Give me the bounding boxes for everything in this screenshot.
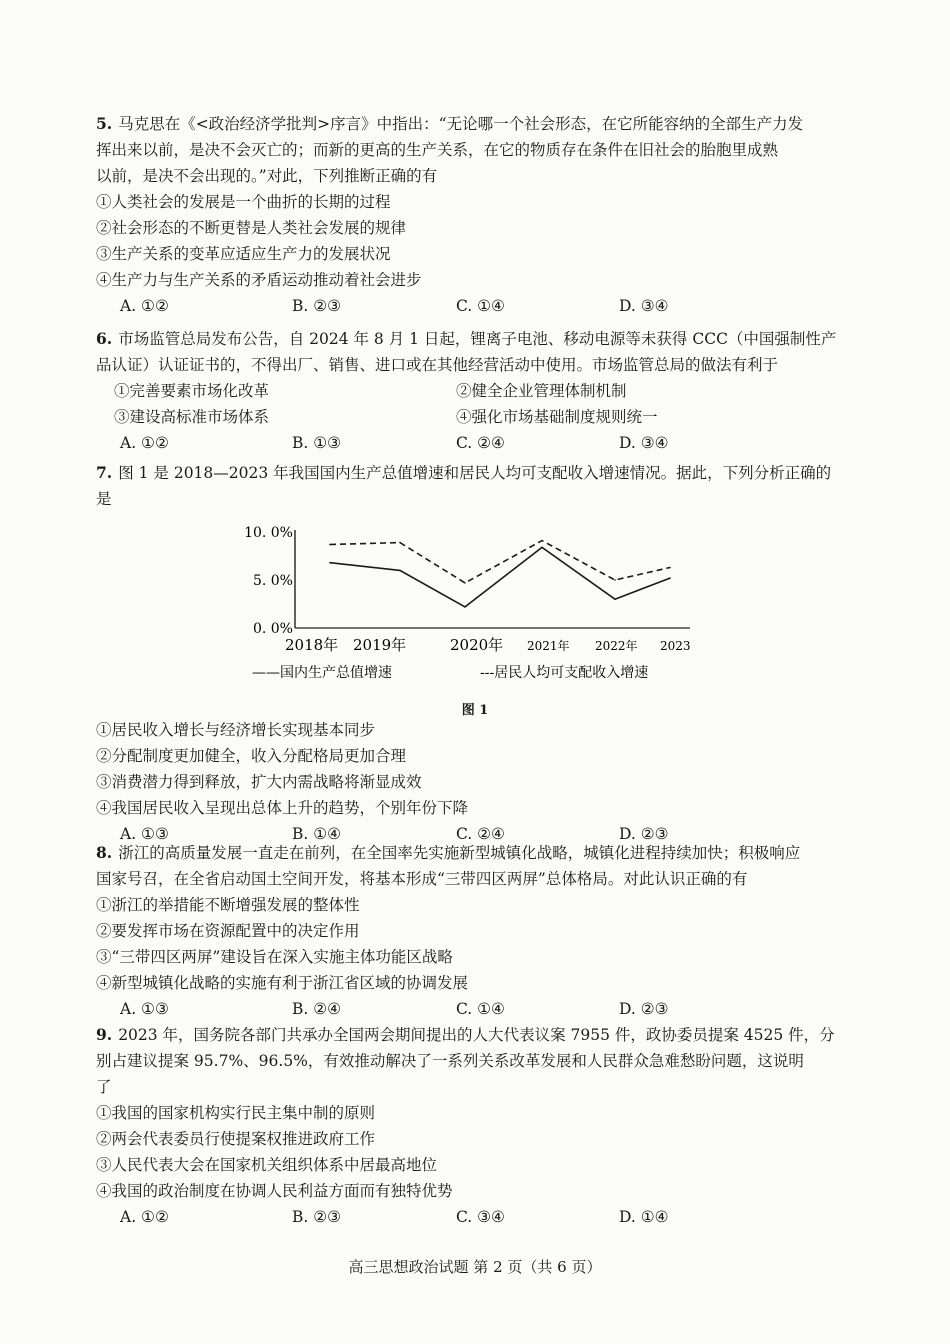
income-growth-series-line (330, 541, 670, 583)
answer-choice-d[interactable]: D. ②③ (619, 825, 669, 843)
answer-choice-d[interactable]: D. ③④ (619, 297, 669, 315)
question-5-stem: 5. 马克思在《<政治经济学批判>序言》中指出：“无论哪一个社会形态，在它所能容纳的全部生产力发 (96, 114, 804, 133)
series-point (329, 544, 331, 546)
question-9-number: 9. (96, 1025, 113, 1044)
page-footer: 高三思想政治试题 第 2 页（共 6 页） (348, 1258, 602, 1276)
figure-label: 图 1 (461, 703, 489, 718)
answer-choices (96, 293, 856, 320)
answer-choice-a[interactable]: A. ①③ (120, 1000, 169, 1018)
question-5-number: 5. (96, 114, 113, 133)
question-7-stem: 7. 图 1 是 2018—2023 年我国国内生产总值增速和居民人均可支配收入增速情况。据此，下列分析正确的 (96, 463, 832, 482)
option-line: ④新型城镇化战略的实施有利于浙江省区域的协调发展 (96, 974, 469, 992)
answer-choices (96, 1204, 856, 1231)
option-line: ②社会形态的不断更替是人类社会发展的规律 (96, 219, 407, 237)
answer-choice-c[interactable]: C. ②④ (456, 434, 505, 452)
option-line: ②分配制度更加健全，收入分配格局更加合理 (96, 747, 407, 765)
y-tick-label: 10. 0% (244, 525, 293, 541)
option-line: ③建设高标准市场体系 (114, 408, 270, 426)
option-line: ②健全企业管理体制机制 (456, 382, 627, 400)
question-7-options (96, 717, 856, 848)
series-point (614, 598, 616, 600)
option-line: ④我国的政治制度在协调人民利益方面而有独特优势 (96, 1182, 453, 1200)
series-point (399, 570, 401, 572)
series-point (329, 562, 331, 564)
legend-gdp-growth: ——国内生产总值增速 (252, 665, 392, 681)
question-6-stem: 6. 市场监管总局发布公告，自 2024 年 8 月 1 日起，锂离子电池、移动电源等未获得 CCC（中国强制性产 (96, 329, 837, 348)
option-line: ④强化市场基础制度规则统一 (456, 408, 658, 426)
y-tick-label: 5. 0% (252, 573, 293, 589)
answer-choice-b[interactable]: B. ②③ (292, 297, 342, 315)
series-point (614, 579, 616, 581)
question-7-number: 7. (96, 463, 113, 482)
answer-choice-c[interactable]: C. ②④ (456, 825, 505, 843)
option-line: ③消费潜力得到释放，扩大内需战略将渐显成效 (96, 773, 422, 791)
option-line: ②两会代表委员行使提案权推进政府工作 (96, 1130, 376, 1148)
answer-choice-c[interactable]: C. ①④ (456, 1000, 505, 1018)
answer-choice-d[interactable]: D. ③④ (619, 434, 669, 452)
option-line: ①居民收入增长与经济增长实现基本同步 (96, 721, 376, 739)
answer-choice-b[interactable]: B. ②④ (292, 1000, 342, 1018)
answer-choices (96, 430, 856, 457)
answer-choice-b[interactable]: B. ②③ (292, 1208, 342, 1226)
answer-choices (96, 996, 856, 1023)
x-tick-label: 2023 (660, 639, 691, 653)
answer-choice-d[interactable]: D. ①④ (619, 1208, 669, 1226)
question-5: 5. 马克思在《<政治经济学批判>序言》中指出：“无论哪一个社会形态，在它所能容纳的全部生产力发 挥出来以前，是决不会灭亡的；而新的更高的生产关系，在它的物质存在条件在旧社会的胎胞里成熟 以前，是决不会出现的。”对此，下列推断正确的有 ①人类社会的发展是一个曲折的长期的过程 ②社会形态的不断更替是人类社会发展的规律 ③生产关系的变革应适应生产力的发展状况 ④生产力与生产关系的矛盾运动推动着社会进步 A. ①② B. ②③ C. ①④ D. ③④ (96, 111, 856, 320)
answer-choice-a[interactable]: A. ①② (120, 297, 169, 315)
series-point (464, 606, 466, 608)
figure-1-chart (240, 520, 710, 690)
series-point (464, 582, 466, 584)
series-point (541, 540, 543, 542)
option-line: ③“三带四区两屏”建设旨在深入实施主体功能区战略 (96, 948, 453, 966)
series-point (399, 542, 401, 544)
series-point (541, 547, 543, 549)
option-line: ④生产力与生产关系的矛盾运动推动着社会进步 (96, 271, 422, 289)
series-point (669, 567, 671, 569)
question-7: 7. 图 1 是 2018—2023 年我国国内生产总值增速和居民人均可支配收入增速情况。据此，下列分析正确的 是 (96, 460, 856, 512)
option-line: ②要发挥市场在资源配置中的决定作用 (96, 922, 360, 940)
question-9-stem: 9. 2023 年，国务院各部门共承办全国两会期间提出的人大代表议案 7955 件，政协委员提案 4525 件，分 (96, 1025, 835, 1044)
option-row (96, 404, 856, 430)
option-row (96, 378, 856, 404)
answer-choice-c[interactable]: C. ③④ (456, 1208, 505, 1226)
question-6-number: 6. (96, 329, 113, 348)
x-tick-label: 2021年 (527, 639, 570, 653)
question-6: 6. 市场监管总局发布公告，自 2024 年 8 月 1 日起，锂离子电池、移动电源等未获得 CCC（中国强制性产 品认证）认证证书的，不得出厂、销售、进口或在其他经营活动中使用。市场监管总局的做法有利于 ①完善要素市场化改革 ②健全企业管理体制机制 ③建设高标准市场体系 ④强化市场基础制度规则统一 A. ①② B. ①③ C. ②④ D. ③④ (96, 326, 856, 457)
option-line: ③生产关系的变革应适应生产力的发展状况 (96, 245, 391, 263)
answer-choice-a[interactable]: A. ①② (120, 1208, 169, 1226)
gdp-growth-series-line (330, 547, 670, 607)
y-tick-label: 0. 0% (252, 621, 293, 637)
answer-choice-a[interactable]: A. ①② (120, 434, 169, 452)
answer-choice-a[interactable]: A. ①③ (120, 825, 169, 843)
option-line: ①我国的国家机构实行民主集中制的原则 (96, 1104, 376, 1122)
x-tick-label: 2020年 (450, 636, 504, 654)
series-point (669, 577, 671, 579)
question-8-number: 8. (96, 843, 113, 862)
x-tick-label: 2018年 (285, 636, 339, 654)
question-8-stem: 8. 浙江的高质量发展一直走在前列，在全国率先实施新型城镇化战略，城镇化进程持续加快；积极响应 (96, 843, 801, 862)
option-line: ①完善要素市场化改革 (114, 382, 270, 400)
option-line: ①人类社会的发展是一个曲折的长期的过程 (96, 193, 391, 211)
x-tick-label: 2019年 (353, 636, 407, 654)
option-line: ①浙江的举措能不断增强发展的整体性 (96, 896, 360, 914)
legend-income-growth: ---居民人均可支配收入增速 (480, 665, 649, 681)
question-8: 8. 浙江的高质量发展一直走在前列，在全国率先实施新型城镇化战略，城镇化进程持续加快；积极响应 国家号召，在全省启动国土空间开发，将基本形成“三带四区两屏”总体格局。对此认识正确的有 ①浙江的举措能不断增强发展的整体性 ②要发挥市场在资源配置中的决定作用 ③“三带四区两屏”建设旨在深入实施主体功能区战略 ④新型城镇化战略的实施有利于浙江省区域的协调发展 A. ①③ B. ②④ C. ①④ D. ②③ (96, 840, 856, 1023)
question-9: 9. 2023 年，国务院各部门共承办全国两会期间提出的人大代表议案 7955 件，政协委员提案 4525 件，分 别占建议提案 95.7%、96.5%，有效推动解决了一系列关系改革发展和人民群众急难愁盼问题，这说明 了 ①我国的国家机构实行民主集中制的原则 ②两会代表委员行使提案权推进政府工作 ③人民代表大会在国家机关组织体系中居最高地位 ④我国的政治制度在协调人民利益方面而有独特优势 A. ①② B. ②③ C. ③④ D. ①④ (96, 1022, 856, 1231)
x-tick-label: 2022年 (595, 639, 638, 653)
option-line: ④我国居民收入呈现出总体上升的趋势，个别年份下降 (96, 799, 469, 817)
answer-choice-c[interactable]: C. ①④ (456, 297, 505, 315)
answer-choice-b[interactable]: B. ①④ (292, 825, 342, 843)
answer-choice-d[interactable]: D. ②③ (619, 1000, 669, 1018)
answer-choice-b[interactable]: B. ①③ (292, 434, 342, 452)
option-line: ③人民代表大会在国家机关组织体系中居最高地位 (96, 1156, 438, 1174)
